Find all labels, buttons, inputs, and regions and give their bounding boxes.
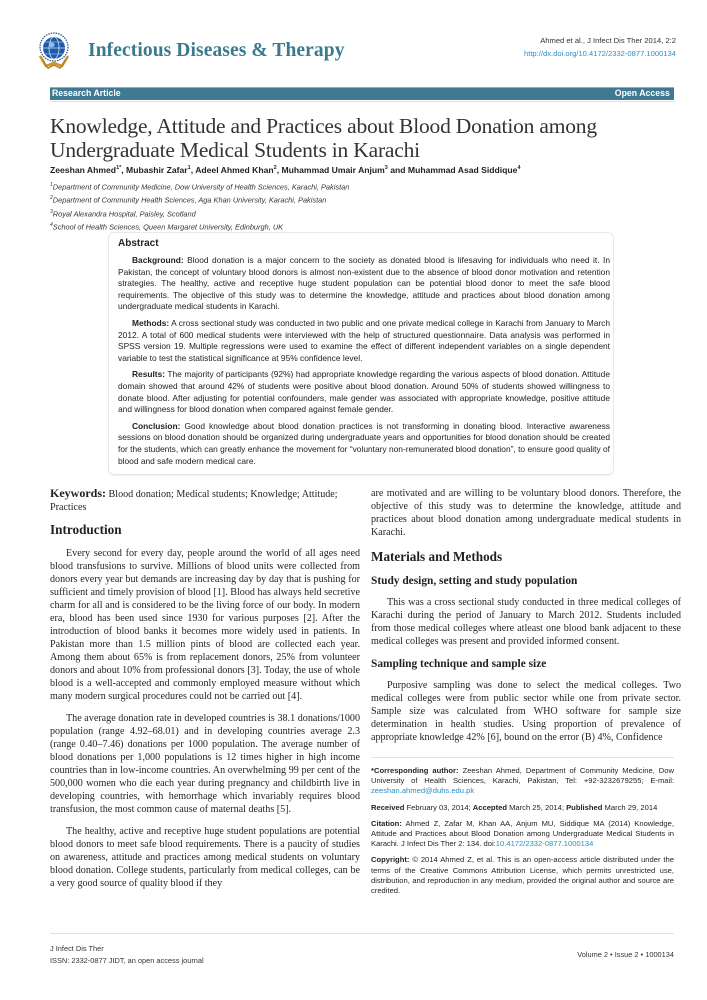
section-text: Good knowledge about blood donation practices is not transforming in donating blood. Interactive awareness sessions on blood donation should be organized during undergraduate years and opportunities for blood donation should be created for the students, which can greatly enhance the movement for “voluntary non-remunerated blood donation”, to ensure good quality of blood and safe modern medical care.	[118, 420, 610, 466]
section-label: Conclusion:	[132, 420, 181, 431]
introduction-heading: Introduction	[50, 522, 122, 537]
copyright-label: Copyright:	[371, 855, 410, 865]
affiliation-sup: 2	[50, 195, 53, 202]
author-sup: 3	[384, 165, 388, 172]
author-sup: 1*	[116, 165, 122, 172]
author-name: Muhammad Umair Anjum	[281, 165, 385, 175]
copyright-text: © 2014 Ahmed Z, et al. This is an open-access article distributed under the terms of the Creative Commons Attribution License, which permits unrestricted use, distribution, and reproduction in any medium, provided the original author and source are credited.	[371, 855, 674, 896]
section-text: Blood donation is a major concern to the society as donated blood is lifesaving for individuals who need it. In Pakistan, the concept of voluntary blood donors is almost non-existent due to the absence of blood donor motivation and retention strategies. The healthy, active and receptive huge student population can be potential blood donor to meet the safe blood requirements. The objective of this study was to determine the knowledge, attitude and practices about blood donation among undergraduate medical students in Karachi.	[118, 255, 611, 312]
journal-header	[36, 30, 676, 76]
corresponding-label: *Corresponding author:	[371, 766, 459, 775]
corresponding-text: Zeeshan Ahmed, Department of Community Medicine, Dow University of Health Sciences, Karachi, Pakistan, Tel: +92-3232679255; E-mail:	[371, 766, 675, 786]
article-type-label: Research Article	[52, 88, 121, 99]
journal-title: Infectious Diseases & Therapy	[88, 40, 345, 61]
article-type-banner	[50, 87, 674, 100]
section-text: A cross sectional study was conducted in two public and one private medical college in Karachi from January to March 2012. A total of 600 medical students were interviewed with the help of structured questionnaire. Data analysis was performed in SPSS version 19. Multiple regressions were used to examine the effect of different independent variables on a single dependent variable to test the statistical significance at 95% confidence level.	[118, 317, 610, 363]
intro-paragraph-continued: are motivated and are willing to be voluntary blood donors. Therefore, the objective of this study was to determine the knowledge, attitude and practices about blood donation among undergraduate medical students in Karachi.	[371, 488, 681, 538]
affiliation	[50, 180, 349, 193]
abstract-box	[108, 232, 614, 475]
affiliation-sup: 4	[50, 221, 53, 228]
accepted-date: March 25, 2014;	[509, 802, 564, 812]
abstract-results	[118, 369, 610, 415]
divider	[50, 101, 674, 102]
author-name: Mubashir Zafar	[126, 165, 188, 175]
right-column	[371, 487, 681, 753]
section-label: Results:	[132, 369, 166, 380]
affiliation-text: Royal Alexandra Hospital, Paisley, Scotland	[52, 209, 196, 218]
intro-paragraph: Every second for every day, people around the world of all ages need blood transfusions to survive. Millions of blood units were collected from donors every year but demands are increasing day by day that is pushing for sufficient and timely provision of blood [1]. Blood has always held secretive charm for all and is considered to be the living force of our body. In modern era, blood has been used since 1930 for various purposes [2]. After the introduction of blood banks it becomes more widely used in patients. In Pakistan more than 1.5 million pints of blood are collected each year. Among them about 65% is from replacement donors, 25% from volunteer donors and about 10% from professional donors [3]. Today, the use of whole blood is a well-accepted and commonly employed measure without which many modern surgical procedures could not be carried out [4].	[50, 548, 360, 702]
citation-label: Citation:	[371, 818, 402, 828]
affiliation-text: School of Health Sciences, Queen Margaret University, Edinburgh, UK	[52, 222, 284, 232]
methods-paragraph: This was a cross sectional study conducted in three medical colleges of Karachi during the period of January to March 2012. Students included from those medical colleges where atleast one blood bank adjacent to these medical colleges was present and provided informed consent.	[371, 597, 681, 647]
author-name: Adeel Ahmed Khan	[195, 165, 274, 175]
dates	[371, 803, 674, 813]
author-sup: 4	[517, 165, 521, 172]
header-doi-link[interactable]: http://dx.doi.org/10.4172/2332-0877.1000134	[523, 49, 676, 58]
affiliation	[50, 193, 349, 206]
author-list: Zeeshan Ahmed$^{1*}$, Mubashir Zafar$^1$, Adeel Ahmed Khan$^2$, Muhammad Umair Anjum$^3$ and Muhammad Asad Siddique$^4$	[50, 165, 521, 175]
corresponding-author	[371, 766, 674, 797]
keywords-label: Keywords:	[50, 486, 106, 500]
abstract-background	[118, 255, 610, 313]
left-column	[50, 487, 360, 899]
accepted-label: Accepted	[472, 802, 507, 812]
article-title: Knowledge, Attitude and Practices about Blood Donation among Undergraduate Medical Students in Karachi	[50, 114, 597, 162]
published-date: March 29, 2014	[604, 802, 658, 812]
email-link[interactable]: zeeshan.ahmed@duhs.edu.pk	[371, 786, 475, 796]
author-sup: 1	[187, 165, 191, 172]
globe-seal-logo-icon	[36, 30, 72, 70]
intro-paragraph: The healthy, active and receptive huge student populations are potential blood donors to meet safe blood requirements. There is a paucity of studies on awareness, attitude and practices among medical students on voluntary blood donation. College students, particularly from medical colleges, can be a very good source of quality blood if they	[50, 826, 360, 889]
footer-volume: Volume 2 • Issue 2 • 1000134	[577, 950, 674, 959]
footer-left	[50, 943, 204, 967]
footnote-divider	[371, 757, 674, 758]
header-citation	[524, 34, 676, 60]
author-sup: 2	[273, 165, 277, 172]
affiliation	[50, 207, 349, 220]
affiliation-list	[50, 180, 349, 233]
keywords	[50, 487, 360, 514]
abstract-body	[118, 255, 610, 472]
citation-doi-link[interactable]: 10.4172/2332-0877.1000134	[495, 839, 594, 849]
intro-paragraph: The average donation rate in developed countries is 38.1 donations/1000 population (range 4.92–68.01) and in developing countries average 2.3 (range 0.40–7.46) donations per 1000 population. The average number of blood donations per 1,000 populations is 12 times higher in high income countries than in low-income countries. An overwhelming 99 per cent of the 500,000 women who die each year during pregnancy and childbirth live in developing countries, with hemorrhage which invariably requires blood transfusion, the most common cause of maternal deaths [5].	[50, 713, 360, 815]
abstract-methods	[118, 318, 610, 364]
open-access-label: Open Access	[614, 88, 670, 99]
methods-heading: Materials and Methods	[371, 549, 503, 564]
subsection-heading: Study design, setting and study population	[371, 575, 578, 587]
affiliation-text: Department of Community Health Sciences, Aga Khan University, Karachi, Pakistan	[52, 195, 327, 205]
citation-text: Ahmed Z, Zafar M, Khan AA, Anjum MU, Siddique MA (2014) Knowledge, Attitude and Practices about Blood Donation among Undergraduate Medical Students in Karachi. J Infect Dis Ther 2: 134. doi:	[371, 818, 674, 849]
section-label: Background:	[132, 255, 184, 265]
subsection-heading: Sampling technique and sample size	[371, 658, 547, 670]
author-name: Muhammad Asad Siddique	[407, 165, 518, 175]
footer-divider	[50, 933, 674, 934]
footnotes	[371, 766, 674, 902]
abstract-conclusion	[118, 421, 610, 467]
footer-journal: J Infect Dis Ther	[50, 944, 104, 953]
methods-paragraph: Purposive sampling was done to select the medical colleges. Two medical colleges were from public sector while one from private sector. Sample size was calculated from WHO software for sample size determination in health studies. Using proportion of prevalence of appropriate knowledge 42% [6], bound on the error (B) 4%, Confidence	[371, 680, 681, 743]
footer-issn: ISSN: 2332-0877 JIDT, an open access journal	[50, 956, 204, 965]
copyright	[371, 855, 674, 896]
abstract-heading: Abstract	[118, 238, 159, 249]
section-label: Methods:	[132, 317, 170, 328]
header-citation-text: Ahmed et al., J Infect Dis Ther 2014, 2:2	[540, 36, 676, 45]
section-text: The majority of participants (92%) had appropriate knowledge regarding the various aspects of blood donation. Attitude domain showed that around 42% of students were positive about blood donation. Around 50% of students showed willingness to donate blood. After adjusting for potential confounders, male gender was associated with appropriate knowledge, positive attitude and willingness for blood donation when compared against female gender.	[118, 369, 610, 415]
keywords-text: Blood donation; Medical students; Knowledge; Attitude; Practices	[50, 489, 338, 513]
affiliation-text: Department of Community Medicine, Dow University of Health Sciences, Karachi, Pakistan	[52, 182, 350, 192]
published-label: Published	[566, 802, 603, 812]
affiliation-sup: 3	[50, 208, 53, 215]
citation	[371, 819, 674, 850]
author-name: Zeeshan Ahmed	[50, 165, 117, 175]
received-label: Received	[371, 802, 405, 812]
received-date: February 03, 2014;	[406, 802, 471, 812]
affiliation-sup: 1	[50, 182, 53, 188]
